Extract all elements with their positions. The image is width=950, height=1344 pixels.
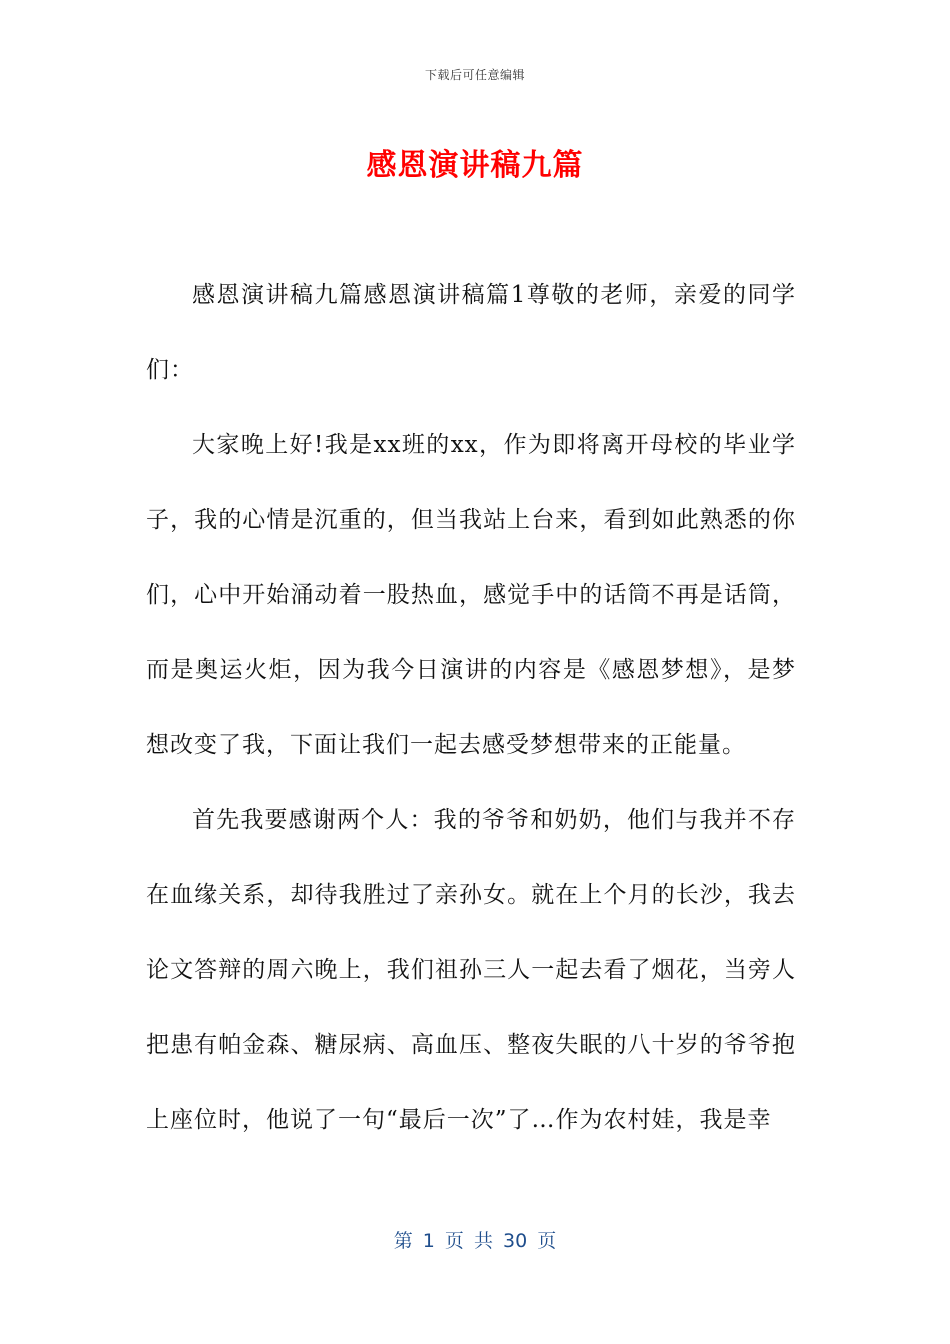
- page-footer: [0, 1226, 950, 1253]
- footer-current-page: 1: [422, 1230, 435, 1252]
- paragraph-2: 大家晚上好!我是xx班的xx，作为即将离开母校的毕业学子，我的心情是沉重的，但当我站上台来，看到如此熟悉的你们，心中开始涌动着一股热血，感觉手中的话筒不再是话筒，而是奥运火炬，因为我今日演讲的内容是《感恩梦想》，是梦想改变了我，下面让我们一起去感受梦想带来的正能量。: [146, 432, 796, 758]
- paragraph-3: 首先我要感谢两个人：我的爷爷和奶奶，他们与我并不存在血缘关系，却待我胜过了亲孙女。就在上个月的长沙，我去论文答辩的周六晚上，我们祖孙三人一起去看了烟花，当旁人把患有帕金森、糖尿病、高血压、整夜失眠的八十岁的爷爷抱上座位时，他说了一句“最后一次”了…作为农村娃，我是幸: [146, 807, 796, 1133]
- footer-suffix: 页: [537, 1230, 557, 1252]
- page-header-note: 下载后可任意编辑: [424, 68, 525, 82]
- document-body: [146, 258, 796, 1158]
- footer-prefix: 第: [393, 1230, 413, 1252]
- footer-total-pages: 30: [503, 1230, 528, 1252]
- footer-middle: 页 共: [444, 1230, 493, 1252]
- paragraph-1: 感恩演讲稿九篇感恩演讲稿篇1尊敬的老师，亲爱的同学们：: [146, 282, 796, 383]
- document-title: 感恩演讲稿九篇: [366, 148, 584, 183]
